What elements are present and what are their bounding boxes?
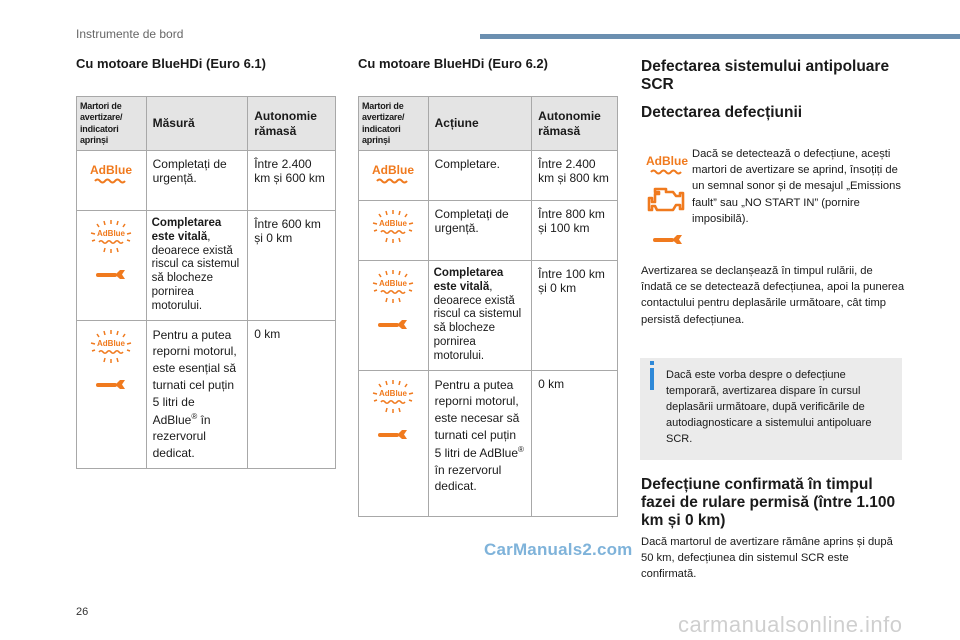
svg-text:AdBlue: AdBlue xyxy=(97,229,126,238)
registered-mark: ® xyxy=(518,444,524,454)
info-box xyxy=(640,358,902,460)
scr-fault-heading: Defectarea sistemului antipoluare SCR xyxy=(641,58,890,93)
adblue-flashing-icon xyxy=(370,269,416,303)
adblue-icon xyxy=(370,159,416,187)
table-row xyxy=(359,370,618,516)
confirmed-fault-heading: Defecțiune confirmată în timpul fazei de rulare permisă (între 1.100 km și 0 km) xyxy=(641,476,896,529)
alert-text: Avertizarea se declanșează în timpul rulării, de îndată ce se detectează defecțiunea, apoi la punerea contactului pentru deplasările următoare, cât timp persistă defecțiunea. xyxy=(641,265,905,326)
action-cell: Completare. xyxy=(428,151,532,201)
wrench-icon xyxy=(376,427,410,442)
action-cell: Completați de urgență. xyxy=(428,201,532,261)
table-row xyxy=(77,211,336,321)
svg-text:AdBlue: AdBlue xyxy=(379,279,408,288)
svg-text:AdBlue: AdBlue xyxy=(372,163,415,177)
euro62-title: Cu motoare BlueHDi (Euro 6.2) xyxy=(358,56,548,71)
action-text: , deoarece există riscul ca sistemul să blocheze pornirea motorului. xyxy=(433,280,522,362)
range-cell: Între 600 km și 0 km xyxy=(248,211,336,321)
registered-mark: ® xyxy=(191,411,198,421)
indicator-cell xyxy=(77,151,147,211)
adblue-flashing-icon xyxy=(88,219,134,253)
header-range: Autonomie rămasă xyxy=(532,97,618,151)
detection-text: Dacă se detectează o defecțiune, acești martori de avertizare se aprind, însoțiți de un semnal sonor și de mesajul „Emissions fault” sau „NO START IN” (pornire imposibilă). xyxy=(692,148,901,225)
action-cell xyxy=(146,211,248,321)
range-cell: 0 km xyxy=(248,320,336,468)
action-text: , deoarece există riscul ca sistemul să blocheze pornirea motorului. xyxy=(151,230,240,312)
action-cell: Completați de urgență. xyxy=(146,151,248,211)
indicator-cell xyxy=(77,211,147,321)
svg-text:AdBlue: AdBlue xyxy=(90,163,133,177)
euro61-title: Cu motoare BlueHDi (Euro 6.1) xyxy=(76,56,266,71)
detection-heading: Detectarea defecțiunii xyxy=(641,104,803,121)
table-row xyxy=(359,151,618,201)
wrench-icon xyxy=(376,317,410,332)
svg-text:AdBlue: AdBlue xyxy=(379,388,408,398)
info-icon xyxy=(650,368,654,390)
header-accent-bar xyxy=(480,34,960,39)
action-text-tail: în rezervorul dedicat. xyxy=(152,412,211,461)
page-number: 26 xyxy=(76,606,89,618)
header-range: Autonomie rămasă xyxy=(248,97,336,151)
svg-text:AdBlue: AdBlue xyxy=(646,154,688,168)
engine-icon xyxy=(646,182,686,216)
action-text-tail: în rezervorul dedicat. xyxy=(434,462,502,494)
header-action: Acțiune xyxy=(428,97,532,151)
header-indicators: Martori de avertizare/ indicatori aprinși xyxy=(359,97,429,151)
action-text: Pentru a putea reporni motorul, este esențial să turnati cel puțin 5 litri de AdBlue xyxy=(152,327,237,427)
table-row xyxy=(359,201,618,261)
action-text: Pentru a putea reporni motorul, este necesar să turnati cel puțin 5 litri de AdBlue xyxy=(434,377,520,460)
range-cell: Între 2.400 km și 800 km xyxy=(532,151,618,201)
table-row xyxy=(77,151,336,211)
action-cell xyxy=(428,370,532,516)
indicator-cell xyxy=(359,151,429,201)
table-row xyxy=(77,320,336,468)
section-title: Instrumente de bord xyxy=(76,27,184,41)
range-cell: Între 800 km și 100 km xyxy=(532,201,618,261)
table-header-row xyxy=(359,97,618,151)
range-cell: Între 2.400 km și 600 km xyxy=(248,151,336,211)
table-header-row xyxy=(77,97,336,151)
indicator-cell xyxy=(359,370,429,516)
confirmed-fault-text: Dacă martorul de avertizare rămâne aprins și după 50 km, defecțiunea din sistemul SCR este confirmată. xyxy=(641,536,893,581)
indicator-cell xyxy=(77,320,147,468)
wrench-icon xyxy=(94,377,128,392)
wrench-icon xyxy=(651,232,685,247)
adblue-icon xyxy=(88,159,134,187)
header-action: Măsură xyxy=(146,97,248,151)
adblue-flashing-icon xyxy=(370,209,416,243)
indicator-cell xyxy=(359,261,429,371)
action-bold: Completarea este vitală xyxy=(433,267,504,293)
table-row xyxy=(359,261,618,371)
action-bold: Completarea este vitală xyxy=(151,217,222,243)
site-footer: carmanualsonline.info xyxy=(678,612,903,637)
info-icon-dot xyxy=(650,361,654,365)
euro61-table xyxy=(76,96,336,469)
adblue-icon xyxy=(644,150,690,178)
action-cell xyxy=(428,261,532,371)
header-indicators: Martori de avertizare/ indicatori aprinși xyxy=(77,97,147,151)
watermark: CarManuals2.com xyxy=(484,540,633,559)
svg-text:AdBlue: AdBlue xyxy=(97,338,126,348)
adblue-flashing-icon xyxy=(88,329,134,363)
svg-text:AdBlue: AdBlue xyxy=(379,219,408,228)
indicator-cell xyxy=(359,201,429,261)
range-cell: 0 km xyxy=(532,370,618,516)
euro62-table xyxy=(358,96,618,517)
wrench-icon xyxy=(94,267,128,282)
info-text: Dacă este vorba despre o defecțiune temporară, avertizarea dispare în cursul deplasării următoare, după verificările de autodiagnosticare a sistemului antipoluare SCR. xyxy=(666,369,872,445)
action-cell xyxy=(146,320,248,468)
adblue-flashing-icon xyxy=(370,379,416,413)
range-cell: Între 100 km și 0 km xyxy=(532,261,618,371)
